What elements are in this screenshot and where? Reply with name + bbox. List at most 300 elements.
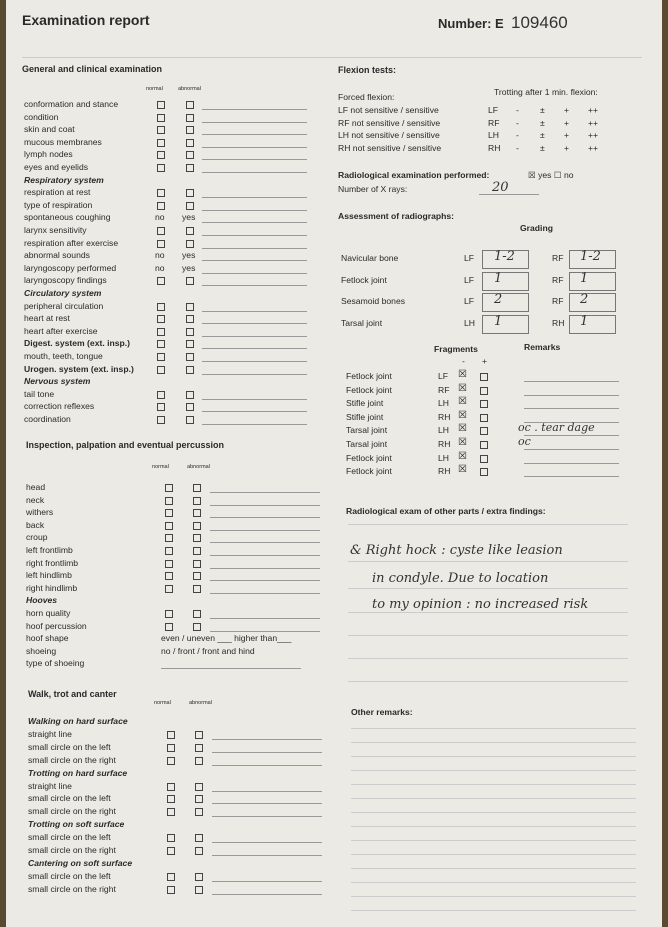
flexion-grade-option[interactable]: ++ [588,142,599,153]
other-parts-title: Radiological exam of other parts / extra findings: [346,506,546,516]
walk-normal-checkbox[interactable] [167,847,175,855]
general-comment-line[interactable] [202,172,307,173]
general-abnormal-checkbox[interactable] [186,202,194,210]
fragment-joint-label: Fetlock joint [346,452,392,463]
walk-abnormal-checkbox[interactable] [195,731,203,739]
report-number-label: Number: E [438,16,504,31]
joint-leg-right: RF [552,274,564,285]
fragment-leg-label: RH [438,439,451,449]
inspection-normal-checkbox[interactable] [165,572,173,580]
general-normal-checkbox[interactable] [157,303,165,311]
fragment-plus-checkbox[interactable] [480,387,488,395]
general-row-label: Circulatory system [24,288,102,298]
inspection-normal-checkbox[interactable] [165,560,173,568]
walk-abnormal-checkbox[interactable] [195,834,203,842]
fragment-remark-line[interactable] [524,476,619,477]
general-row-label: Nervous system [24,376,91,387]
handwritten-note-3: to my opinion : no increased risk [372,597,589,612]
general-abnormal-checkbox[interactable] [186,114,194,122]
walk-row-label: Trotting on hard surface [28,767,128,778]
fragment-leg-label: RH [438,466,451,477]
inspection-row-label: right hindlimb [26,582,78,593]
fragment-remark-text: oc . tear dage [518,421,595,435]
general-row-label: respiration at rest [24,187,91,198]
inspection-section-title: Inspection, palpation and eventual percussion [26,440,225,450]
general-comment-line[interactable] [202,285,307,286]
general-comment-line[interactable] [202,424,307,425]
inspection-row-label: hoof percussion [26,620,87,631]
grade-box-left[interactable] [482,272,529,291]
flexion-grade-option[interactable]: + [564,117,570,128]
grade-box-right[interactable] [569,272,616,291]
general-abnormal-checkbox[interactable] [186,227,194,235]
general-row-label: peripheral circulation [24,300,104,311]
fragment-minus-checkbox[interactable]: ☒ [458,382,467,394]
grade-value-right: 1 [580,313,589,329]
general-abnormal-checkbox[interactable] [186,164,194,172]
inspection-row-label: withers [26,507,54,518]
fragment-leg-label: LH [438,398,449,409]
fragment-minus-checkbox[interactable]: ☒ [458,396,467,408]
flexion-leg-label: RF [488,117,500,128]
general-comment-line[interactable] [202,147,307,148]
general-normal-checkbox[interactable] [157,114,165,122]
fragment-plus-checkbox[interactable] [480,468,488,476]
general-normal-checkbox[interactable] [157,366,165,374]
fragment-plus-checkbox[interactable] [480,427,488,435]
general-normal-checkbox[interactable] [157,126,165,134]
general-no-option[interactable]: no [155,262,165,273]
general-yes-option[interactable]: yes [182,250,196,261]
notes-line [348,561,628,562]
remark-line[interactable] [351,840,636,841]
general-row-label: mouth, teeth, tongue [24,351,103,361]
inspection-row-label: left frontlimb [26,545,73,555]
remark-line[interactable] [351,826,636,827]
fragment-minus-checkbox[interactable]: ☒ [458,437,467,448]
general-row-label: mucous membranes [24,136,102,147]
notes-line [348,612,628,613]
grade-value-right: 2 [580,292,589,307]
joint-label: Navicular bone [341,253,399,263]
walk-normal-checkbox[interactable] [167,731,175,739]
general-abnormal-checkbox[interactable] [186,340,194,348]
general-abnormal-checkbox[interactable] [186,366,194,374]
general-comment-line[interactable] [202,411,307,412]
general-normal-checkbox[interactable] [157,240,165,248]
general-normal-checkbox[interactable] [157,403,165,411]
walk-normal-checkbox[interactable] [167,795,175,803]
walk-comment-line[interactable] [212,765,322,766]
remark-line[interactable] [351,784,636,785]
general-normal-checkbox[interactable] [157,164,165,172]
general-row-label: Respiratory system [24,174,104,185]
fragment-plus-checkbox[interactable] [480,455,488,463]
general-comment-line[interactable] [202,109,307,110]
general-comment-line[interactable] [202,260,307,261]
fragment-plus-checkbox[interactable] [480,414,488,422]
walk-section-title: Walk, trot and canter [28,689,117,699]
walk-normal-checkbox[interactable] [167,783,175,791]
general-row-label: heart after exercise [24,325,98,336]
walk-row-label: small circle on the right [28,754,116,765]
flexion-row-label: RF not sensitive / sensitive [338,117,441,128]
general-comment-line[interactable] [202,336,307,337]
flexion-grade-option[interactable]: ± [540,117,545,128]
walk-normal-checkbox[interactable] [167,808,175,816]
walk-abnormal-checkbox[interactable] [195,795,203,803]
general-normal-checkbox[interactable] [157,340,165,348]
flexion-grade-option[interactable]: + [564,130,570,141]
joint-leg-right: RH [552,317,565,328]
general-normal-checkbox[interactable] [157,189,165,197]
general-normal-checkbox[interactable] [157,315,165,323]
inspection-col-abnormal: abnormal [187,464,210,470]
general-abnormal-checkbox[interactable] [186,126,194,134]
joint-leg-left: LF [464,296,475,306]
remark-line[interactable] [351,798,636,799]
inspection-row-label: right frontlimb [26,557,79,568]
general-yes-option[interactable]: yes [182,262,196,273]
walk-abnormal-checkbox[interactable] [195,744,203,752]
grade-box-right[interactable] [569,293,616,312]
other-remarks-title: Other remarks: [351,707,413,717]
general-row-label: larynx sensitivity [24,225,87,235]
general-row-label: abnormal sounds [24,250,90,261]
general-comment-line[interactable] [202,248,307,249]
walk-normal-checkbox[interactable] [167,757,175,765]
inspection-abnormal-checkbox[interactable] [193,484,201,492]
general-normal-checkbox[interactable] [157,101,165,109]
fragment-minus-checkbox[interactable]: ☒ [458,464,467,476]
inspection-row-label: horn quality [26,608,71,618]
grade-box-left[interactable] [482,293,529,312]
inspection-normal-checkbox[interactable] [165,484,173,492]
inspection-normal-checkbox[interactable] [165,585,173,593]
general-row-label: Digest. system (ext. insp.) [24,338,131,349]
assessment-label: Assessment of radiographs: [338,211,455,221]
walk-comment-line[interactable] [212,855,322,856]
examination-report-page [6,0,662,927]
flexion-grade-option[interactable]: ± [540,105,545,115]
general-abnormal-checkbox[interactable] [186,139,194,147]
remark-line[interactable] [351,770,636,771]
general-normal-checkbox[interactable] [157,328,165,336]
notes-line [348,588,628,589]
fragment-remark-text: oc [518,435,531,448]
general-abnormal-checkbox[interactable] [186,416,194,424]
walk-normal-checkbox[interactable] [167,834,175,842]
flexion-leg-label: RH [488,142,501,153]
general-row-label: Urogen. system (ext. insp.) [24,363,134,374]
joint-leg-right: RF [552,296,564,306]
remark-line[interactable] [351,756,636,757]
inspection-normal-checkbox[interactable] [165,547,173,555]
general-abnormal-checkbox[interactable] [186,240,194,248]
inspection-abnormal-checkbox[interactable] [193,572,201,580]
inspection-comment-line[interactable] [210,492,320,493]
xrays-label: Number of X rays: [338,184,408,194]
inspection-comment-line[interactable] [210,580,320,581]
inspection-row-label: type of shoeing [26,658,85,669]
walk-normal-checkbox[interactable] [167,873,175,881]
handwritten-note-2: in condyle. Due to location [372,571,549,586]
remark-line[interactable] [351,728,636,729]
inspection-comment-line[interactable] [210,593,320,594]
inspection-comment-line[interactable] [210,517,320,518]
general-comment-line[interactable] [202,399,307,400]
flexion-grade-option[interactable]: - [516,105,519,115]
fragment-remark-line[interactable] [524,408,619,409]
general-abnormal-checkbox[interactable] [186,101,194,109]
general-abnormal-checkbox[interactable] [186,303,194,311]
notes-line [348,524,628,525]
remark-line[interactable] [351,910,636,911]
walk-row-label: small circle on the left [28,793,111,804]
flexion-grade-option[interactable]: ± [540,142,545,153]
general-abnormal-checkbox[interactable] [186,391,194,399]
flexion-grade-option[interactable]: - [516,117,519,128]
inspection-options-text[interactable]: no / front / front and hind [161,645,255,656]
flexion-leg-label: LF [488,105,499,115]
general-comment-line[interactable] [202,323,307,324]
flexion-grade-option[interactable]: ++ [588,117,599,128]
inspection-abnormal-checkbox[interactable] [193,534,201,542]
general-normal-checkbox[interactable] [157,202,165,210]
notes-line [348,635,628,636]
general-comment-line[interactable] [202,374,307,375]
general-yes-option[interactable]: yes [182,212,196,223]
walk-col-abnormal: abnormal [189,700,212,706]
walk-row-label: small circle on the left [28,832,111,843]
general-comment-line[interactable] [202,197,307,198]
grade-value-right: 1-2 [580,249,601,264]
general-normal-checkbox[interactable] [157,391,165,399]
remark-line[interactable] [351,812,636,813]
general-comment-line[interactable] [202,122,307,123]
inspection-abnormal-checkbox[interactable] [193,522,201,530]
radiology-performed-label: Radiological examination performed: [338,170,490,180]
fragment-joint-label: Fetlock joint [346,466,392,477]
fragment-minus-checkbox[interactable]: ☒ [458,409,467,421]
general-normal-checkbox[interactable] [157,277,165,285]
inspection-row-label: Hooves [26,595,58,606]
joint-label: Fetlock joint [341,274,387,285]
fragments-plus: + [482,356,488,366]
remarks-label: Remarks [524,342,561,352]
walk-comment-line[interactable] [212,842,322,843]
flexion-grade-option[interactable]: - [516,130,519,141]
flexion-row-label: LF not sensitive / sensitive [338,105,439,115]
fragment-leg-label: RF [438,384,450,395]
general-comment-line[interactable] [202,361,307,362]
general-comment-line[interactable] [202,210,307,211]
general-row-label: skin and coat [24,124,75,135]
general-abnormal-checkbox[interactable] [186,151,194,159]
fragment-plus-checkbox[interactable] [480,400,488,408]
walk-abnormal-checkbox[interactable] [195,873,203,881]
fragment-leg-label: LF [438,371,449,381]
flexion-row-label: RH not sensitive / sensitive [338,142,442,153]
general-abnormal-checkbox[interactable] [186,403,194,411]
fragment-leg-label: LH [438,425,449,436]
general-col-normal: normal [146,86,163,92]
inspection-comment-line[interactable] [210,555,320,556]
flexion-grade-option[interactable]: - [516,142,519,153]
fragment-plus-checkbox[interactable] [480,373,488,381]
forced-flexion-label: Forced flexion: [338,92,395,102]
walk-abnormal-checkbox[interactable] [195,757,203,765]
general-no-option[interactable]: no [155,212,165,223]
remark-line[interactable] [351,868,636,869]
fragment-plus-checkbox[interactable] [480,441,488,449]
grade-value-left: 1 [494,270,503,286]
walk-comment-line[interactable] [212,894,322,895]
walk-abnormal-checkbox[interactable] [195,783,203,791]
joint-label: Tarsal joint [341,317,383,328]
inspection-row-label: neck [26,494,45,505]
general-abnormal-checkbox[interactable] [186,315,194,323]
inspection-comment-line[interactable] [161,668,301,669]
notes-line [348,681,628,682]
inspection-comment-line[interactable] [210,542,320,543]
inspection-col-normal: normal [152,464,169,470]
walk-row-label: straight line [28,780,72,791]
fragment-minus-checkbox[interactable]: ☒ [458,369,467,380]
inspection-row-label: left hindlimb [26,570,72,581]
fragment-minus-checkbox[interactable]: ☒ [458,423,467,435]
inspection-abnormal-checkbox[interactable] [193,610,201,618]
general-row-label: laryngoscopy performed [24,262,117,273]
walk-row-label: small circle on the right [28,883,116,894]
inspection-abnormal-checkbox[interactable] [193,623,201,631]
inspection-normal-checkbox[interactable] [165,534,173,542]
grade-value-left: 1 [494,313,503,329]
walk-abnormal-checkbox[interactable] [195,808,203,816]
inspection-normal-checkbox[interactable] [165,497,173,505]
fragment-joint-label: Fetlock joint [346,384,392,395]
general-row-label: coordination [24,414,71,424]
fragment-remark-line[interactable] [524,449,619,450]
inspection-abnormal-checkbox[interactable] [193,560,201,568]
fragment-leg-label: LH [438,452,449,463]
inspection-row-label: head [26,482,46,492]
general-row-label: heart at rest [24,313,70,324]
fragment-joint-label: Tarsal joint [346,425,388,436]
general-normal-checkbox[interactable] [157,139,165,147]
inspection-normal-checkbox[interactable] [165,522,173,530]
remark-line[interactable] [351,882,636,883]
joint-label: Sesamoid bones [341,296,406,306]
fragment-remark-line[interactable] [524,435,619,436]
remark-line[interactable] [351,896,636,897]
remark-line[interactable] [351,854,636,855]
general-comment-line[interactable] [202,222,307,223]
grade-value-left: 2 [494,292,503,307]
inspection-options-text[interactable]: even / uneven ___ higher than___ [161,633,292,644]
fragment-joint-label: Stifle joint [346,411,384,422]
walk-comment-line[interactable] [212,816,322,817]
inspection-comment-line[interactable] [210,530,320,531]
remark-line[interactable] [351,742,636,743]
walk-comment-line[interactable] [212,803,322,804]
general-abnormal-checkbox[interactable] [186,189,194,197]
general-comment-line[interactable] [202,311,307,312]
general-col-abnormal: abnormal [178,86,201,92]
inspection-row-label: hoof shape [26,633,69,644]
walk-comment-line[interactable] [212,752,322,753]
walk-row-label: Walking on hard surface [28,716,128,726]
radiology-yes-no: ☒ yes ☐ no [528,170,574,180]
walk-comment-line[interactable] [212,739,322,740]
inspection-comment-line[interactable] [210,568,320,569]
grade-box-right[interactable] [569,315,616,334]
general-no-option[interactable]: no [155,250,165,261]
general-row-label: lymph nodes [24,149,73,160]
walk-abnormal-checkbox[interactable] [195,886,203,894]
fragment-remark-line[interactable] [524,381,619,382]
general-abnormal-checkbox[interactable] [186,328,194,336]
inspection-normal-checkbox[interactable] [165,623,173,631]
general-comment-line[interactable] [202,134,307,135]
walk-abnormal-checkbox[interactable] [195,847,203,855]
inspection-normal-checkbox[interactable] [165,509,173,517]
fragment-joint-label: Tarsal joint [346,439,388,449]
general-row-label: type of respiration [24,199,93,210]
inspection-row-label: back [26,519,45,530]
inspection-row-label: croup [26,532,48,543]
flexion-grade-option[interactable]: ± [540,130,545,141]
flexion-grade-option[interactable]: ++ [588,105,599,115]
walk-row-label: small circle on the left [28,741,111,752]
grade-box-left[interactable] [482,315,529,334]
general-abnormal-checkbox[interactable] [186,277,194,285]
general-normal-checkbox[interactable] [157,151,165,159]
general-normal-checkbox[interactable] [157,416,165,424]
joint-leg-right: RF [552,253,564,263]
joint-leg-left: LH [464,317,475,328]
general-abnormal-checkbox[interactable] [186,353,194,361]
inspection-comment-line[interactable] [210,618,320,619]
inspection-row-label: shoeing [26,645,57,656]
general-comment-line[interactable] [202,348,307,349]
general-comment-line[interactable] [202,235,307,236]
inspection-normal-checkbox[interactable] [165,610,173,618]
general-normal-checkbox[interactable] [157,353,165,361]
walk-row-label: small circle on the right [28,806,116,817]
general-normal-checkbox[interactable] [157,227,165,235]
flexion-grade-option[interactable]: + [564,105,570,115]
general-comment-line[interactable] [202,159,307,160]
inspection-comment-line[interactable] [210,505,320,506]
general-comment-line[interactable] [202,273,307,274]
inspection-abnormal-checkbox[interactable] [193,509,201,517]
walk-normal-checkbox[interactable] [167,886,175,894]
flexion-grade-option[interactable]: + [564,142,570,153]
header-divider [22,57,642,58]
fragment-remark-line[interactable] [524,395,619,396]
fragment-minus-checkbox[interactable]: ☒ [458,450,467,462]
walk-normal-checkbox[interactable] [167,744,175,752]
walk-comment-line[interactable] [212,791,322,792]
inspection-abnormal-checkbox[interactable] [193,547,201,555]
fragment-remark-line[interactable] [524,463,619,464]
inspection-abnormal-checkbox[interactable] [193,497,201,505]
flexion-grade-option[interactable]: ++ [588,130,599,141]
walk-comment-line[interactable] [212,881,322,882]
inspection-abnormal-checkbox[interactable] [193,585,201,593]
flexion-section-title: Flexion tests: [338,65,397,75]
